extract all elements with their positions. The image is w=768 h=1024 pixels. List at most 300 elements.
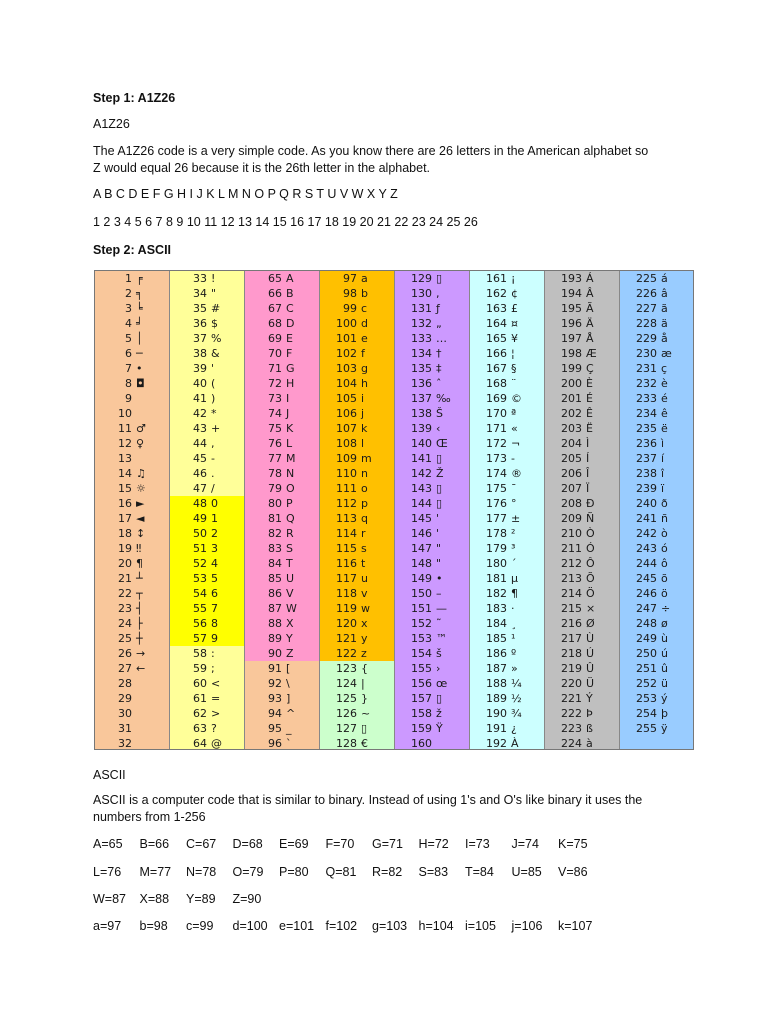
ascii-table-cell (320, 511, 394, 526)
ascii-code-number: 107 (336, 422, 357, 435)
ascii-character: ┤ (136, 602, 143, 615)
ascii-table-cell (95, 706, 169, 721)
ascii-character: Í (586, 452, 590, 465)
ascii-character: Ü (586, 677, 595, 690)
ascii-character: c (361, 302, 368, 315)
ascii-character: Œ (436, 437, 448, 450)
ascii-code-number: 151 (411, 602, 432, 615)
ascii-code-number: 75 (268, 422, 282, 435)
ascii-code-number: 37 (193, 332, 207, 345)
letter-code-pair: Y=89 (186, 892, 216, 906)
ascii-code-number: 12 (118, 437, 132, 450)
ascii-character: ¥ (511, 332, 518, 345)
ascii-code-number: 197 (561, 332, 582, 345)
ascii-character: " (436, 542, 442, 555)
ascii-table-cell (95, 481, 169, 496)
ascii-table-cell (320, 376, 394, 391)
ascii-table-cell (170, 631, 244, 646)
ascii-table-cell (620, 631, 694, 646)
ascii-character: F (286, 347, 293, 360)
ascii-code-number: 65 (268, 272, 282, 285)
ascii-table-column (245, 271, 320, 749)
ascii-code-number: 90 (268, 647, 282, 660)
ascii-character: ¢ (511, 287, 518, 300)
ascii-table-cell (95, 286, 169, 301)
ascii-character: † (436, 347, 442, 360)
ascii-character: ¯ (511, 482, 517, 495)
ascii-code-number: 49 (193, 512, 207, 525)
ascii-character: ┬ (136, 587, 143, 600)
ascii-character: Ä (586, 317, 594, 330)
ascii-table-cell (620, 466, 694, 481)
ascii-character: & (211, 347, 220, 360)
ascii-character: Ë (586, 422, 593, 435)
ascii-character: ú (661, 647, 668, 660)
ascii-table-cell (395, 511, 469, 526)
ascii-table-cell (395, 436, 469, 451)
letter-code-pair: T=84 (465, 865, 494, 879)
ascii-code-number: 216 (561, 617, 582, 630)
ascii-code-number: 177 (486, 512, 507, 525)
ascii-character: Ý (586, 692, 593, 705)
ascii-table-cell (470, 736, 544, 750)
ascii-code-number: 114 (336, 527, 357, 540)
a1z26-description-line1: The A1Z26 code is a very simple code. As you know there are 26 letters in the American alphabet so (93, 144, 649, 158)
ascii-code-number: 199 (561, 362, 582, 375)
ascii-character: S (286, 542, 293, 555)
ascii-table-cell (245, 316, 319, 331)
ascii-table-cell (245, 286, 319, 301)
ascii-code-number: 40 (193, 377, 207, 390)
ascii-code-number: 124 (336, 677, 357, 690)
ascii-table-cell (620, 646, 694, 661)
ascii-table-cell (470, 706, 544, 721)
ascii-code-number: 213 (561, 572, 582, 585)
ascii-code-number: 188 (486, 677, 507, 690)
ascii-table-cell (620, 691, 694, 706)
ascii-table-cell (395, 376, 469, 391)
ascii-character: z (361, 647, 367, 660)
ascii-character: Ê (586, 407, 593, 420)
ascii-table-cell (620, 451, 694, 466)
ascii-code-number: 15 (118, 482, 132, 495)
letter-code-pair: Q=81 (325, 865, 357, 879)
ascii-code-number: 67 (268, 302, 282, 315)
ascii-table-cell (620, 676, 694, 691)
ascii-table-cell (245, 616, 319, 631)
ascii-table-cell (245, 391, 319, 406)
letter-code-pair: S=83 (418, 865, 449, 879)
ascii-table-cell (170, 661, 244, 676)
ascii-codes-row-4 (93, 918, 605, 934)
ascii-table-cell (320, 361, 394, 376)
ascii-table-cell (170, 301, 244, 316)
ascii-table-cell (620, 721, 694, 736)
ascii-character: ) (211, 392, 216, 405)
ascii-table-cell (170, 421, 244, 436)
ascii-code-number: 128 (336, 737, 357, 750)
ascii-table-cell (545, 736, 619, 750)
ascii-character: n (361, 467, 368, 480)
ascii-table-cell (545, 286, 619, 301)
ascii-table-cell (470, 466, 544, 481)
ascii-code-number: 89 (268, 632, 282, 645)
ascii-character: D (286, 317, 295, 330)
ascii-character: ù (661, 632, 668, 645)
ascii-character: y (361, 632, 368, 645)
ascii-character: Ù (586, 632, 595, 645)
ascii-code-number: 227 (636, 302, 657, 315)
ascii-character: w (361, 602, 370, 615)
ascii-code-number: 238 (636, 467, 657, 480)
ascii-table-cell (95, 451, 169, 466)
ascii-character: Û (586, 662, 595, 675)
ascii-table-cell (395, 736, 469, 750)
ascii-code-number: 66 (268, 287, 282, 300)
ascii-table-cell (470, 481, 544, 496)
ascii-character: 4 (211, 557, 218, 570)
ascii-table-cell (170, 406, 244, 421)
ascii-table-cell (620, 421, 694, 436)
ascii-table-cell (620, 571, 694, 586)
ascii-code-number: 13 (118, 452, 132, 465)
ascii-code-number: 1 (125, 272, 132, 285)
ascii-character: [ (286, 662, 291, 675)
ascii-code-number: 123 (336, 662, 357, 675)
ascii-code-number: 24 (118, 617, 132, 630)
ascii-code-number: 20 (118, 557, 132, 570)
ascii-character: ƒ (436, 302, 440, 315)
ascii-character: Ð (586, 497, 595, 510)
ascii-character: © (511, 392, 522, 405)
ascii-character: Š (436, 407, 443, 420)
ascii-character: â (661, 287, 668, 300)
ascii-character: _ (286, 722, 292, 735)
ascii-code-number: 86 (268, 587, 282, 600)
ascii-table-cell (620, 586, 694, 601)
ascii-character: – (436, 587, 442, 600)
ascii-character: ! (211, 272, 216, 285)
ascii-table-cell (470, 541, 544, 556)
ascii-character: J (286, 407, 290, 420)
ascii-table-cell (395, 406, 469, 421)
ascii-table-cell (245, 601, 319, 616)
ascii-table-cell (545, 526, 619, 541)
alphabet-numbers-line: 1 2 3 4 5 6 7 8 9 10 11 12 13 14 15 16 17 18 19 20 21 22 23 24 25 26 (93, 215, 478, 229)
ascii-character: . (211, 467, 215, 480)
ascii-character: ‡ (436, 362, 442, 375)
ascii-table-cell (620, 301, 694, 316)
ascii-code-number: 161 (486, 272, 507, 285)
ascii-table-cell (170, 721, 244, 736)
ascii-table-cell (395, 631, 469, 646)
ascii-code-number: 204 (561, 437, 582, 450)
ascii-character: t (361, 557, 366, 570)
ascii-code-number: 246 (636, 587, 657, 600)
ascii-table-cell (470, 601, 544, 616)
ascii-character: g (361, 362, 368, 375)
ascii-table-cell (545, 496, 619, 511)
ascii-character: Õ (586, 572, 595, 585)
ascii-character: ‼ (136, 542, 142, 555)
ascii-code-number: 244 (636, 557, 657, 570)
ascii-code-number: 36 (193, 317, 207, 330)
ascii-table-cell (545, 376, 619, 391)
ascii-table-cell (620, 616, 694, 631)
ascii-code-number: 196 (561, 317, 582, 330)
ascii-character: ? (211, 722, 217, 735)
ascii-table-cell (620, 331, 694, 346)
ascii-character: Ô (586, 557, 595, 570)
ascii-table-cell (470, 346, 544, 361)
ascii-character: ó (661, 542, 668, 555)
ascii-character: I (286, 392, 290, 405)
ascii-table-cell (170, 676, 244, 691)
ascii-table-cell (395, 496, 469, 511)
ascii-table-cell (170, 706, 244, 721)
ascii-code-number: 210 (561, 527, 582, 540)
ascii-table-cell (95, 721, 169, 736)
ascii-code-number: 79 (268, 482, 282, 495)
ascii-character: ← (136, 662, 146, 675)
ascii-character: ~ (361, 707, 371, 720)
ascii-table-cell (470, 526, 544, 541)
letter-code-pair: e=101 (279, 919, 315, 933)
ascii-code-number: 205 (561, 452, 582, 465)
ascii-table-cell (170, 376, 244, 391)
ascii-code-number: 166 (486, 347, 507, 360)
ascii-code-number: 126 (336, 707, 357, 720)
ascii-character: ▯ (436, 272, 443, 285)
ascii-table-cell (545, 601, 619, 616)
ascii-character: ▯ (436, 497, 443, 510)
ascii-table-cell (395, 466, 469, 481)
ascii-character: å (661, 332, 668, 345)
ascii-character: u (361, 572, 368, 585)
ascii-character: ½ (511, 692, 522, 705)
ascii-code-number: 178 (486, 527, 507, 540)
ascii-character: A (286, 272, 294, 285)
ascii-character: | (361, 677, 365, 690)
ascii-table-cell (545, 316, 619, 331)
ascii-code-number: 214 (561, 587, 582, 600)
ascii-character: ¶ (136, 557, 143, 570)
ascii-code-number: 136 (411, 377, 432, 390)
ascii-character: ♫ (136, 467, 146, 480)
ascii-table-cell (395, 346, 469, 361)
ascii-table-cell (545, 466, 619, 481)
ascii-code-number: 131 (411, 302, 432, 315)
ascii-code-number: 236 (636, 437, 657, 450)
ascii-character: ì (661, 437, 665, 450)
ascii-table-cell (245, 571, 319, 586)
ascii-table-cell (95, 466, 169, 481)
ascii-character: Å (586, 332, 594, 345)
ascii-table-cell (170, 286, 244, 301)
ascii-code-number: 162 (486, 287, 507, 300)
ascii-code-number: 157 (411, 692, 432, 705)
ascii-table-cell (395, 331, 469, 346)
ascii-table-column (395, 271, 470, 749)
ascii-code-number: 176 (486, 497, 507, 510)
ascii-character: š (436, 647, 442, 660)
ascii-code-number: 138 (411, 407, 432, 420)
ascii-table-cell (320, 541, 394, 556)
ascii-table-cell (170, 586, 244, 601)
ascii-table-cell (545, 391, 619, 406)
ascii-code-number: 172 (486, 437, 507, 450)
ascii-character: ž (436, 707, 442, 720)
ascii-table-cell (470, 496, 544, 511)
ascii-codes-row-3 (93, 891, 605, 907)
ascii-character: G (286, 362, 295, 375)
ascii-character: q (361, 512, 368, 525)
ascii-character: § (511, 362, 517, 375)
ascii-table-cell (245, 541, 319, 556)
ascii-code-number: 235 (636, 422, 657, 435)
ascii-code-number: 141 (411, 452, 432, 465)
ascii-table-cell (470, 721, 544, 736)
ascii-table-cell (170, 451, 244, 466)
ascii-character: │ (136, 332, 143, 345)
ascii-table-cell (470, 331, 544, 346)
ascii-character: ß (586, 722, 593, 735)
ascii-code-number: 212 (561, 557, 582, 570)
ascii-table-cell (95, 391, 169, 406)
ascii-character: C (286, 302, 294, 315)
ascii-code-number: 120 (336, 617, 357, 630)
ascii-table-cell (170, 571, 244, 586)
ascii-code-number: 134 (411, 347, 432, 360)
ascii-code-number: 81 (268, 512, 282, 525)
ascii-character: ├ (136, 617, 143, 630)
ascii-code-number: 254 (636, 707, 657, 720)
ascii-table-cell (245, 586, 319, 601)
ascii-character: ë (661, 422, 668, 435)
ascii-character: H (286, 377, 295, 390)
ascii-character: ► (136, 497, 145, 510)
ascii-character: ▯ (436, 692, 443, 705)
ascii-table-cell (170, 496, 244, 511)
ascii-table-cell (95, 616, 169, 631)
ascii-character: È (586, 377, 593, 390)
ascii-code-number: 56 (193, 617, 207, 630)
ascii-code-number: 30 (118, 707, 132, 720)
ascii-character: Q (286, 512, 295, 525)
ascii-table-cell (545, 271, 619, 286)
ascii-table-cell (320, 286, 394, 301)
ascii-character: < (211, 677, 221, 690)
ascii-code-number: 97 (343, 272, 357, 285)
ascii-code-number: 70 (268, 347, 282, 360)
ascii-table-cell (470, 271, 544, 286)
ascii-table-cell (320, 526, 394, 541)
ascii-character: : (211, 647, 215, 660)
ascii-code-number: 230 (636, 347, 657, 360)
ascii-code-number: 132 (411, 317, 432, 330)
ascii-table-cell (545, 421, 619, 436)
letter-code-pair: K=75 (558, 837, 588, 851)
ascii-table-cell (395, 601, 469, 616)
ascii-table-cell (470, 676, 544, 691)
ascii-code-number: 211 (561, 542, 582, 555)
ascii-table-cell (320, 271, 394, 286)
ascii-table-cell (245, 526, 319, 541)
ascii-code-number: 179 (486, 542, 507, 555)
ascii-code-number: 152 (411, 617, 432, 630)
letter-code-pair: c=99 (186, 919, 214, 933)
ascii-character: µ (511, 572, 518, 585)
ascii-table-cell (470, 451, 544, 466)
ascii-character: ¹ (511, 632, 516, 645)
ascii-table-cell (245, 646, 319, 661)
ascii-code-number: 160 (411, 737, 432, 750)
ascii-character: ¤ (511, 317, 518, 330)
ascii-character: p (361, 497, 368, 510)
ascii-character: L (286, 437, 293, 450)
ascii-code-number: 72 (268, 377, 282, 390)
ascii-table-column (95, 271, 170, 749)
ascii-code-number: 192 (486, 737, 507, 750)
ascii-table-cell (320, 421, 394, 436)
ascii-character: $ (211, 317, 218, 330)
ascii-code-number: 45 (193, 452, 207, 465)
ascii-table-cell (95, 511, 169, 526)
ascii-code-number: 225 (636, 272, 657, 285)
ascii-code-number: 23 (118, 602, 132, 615)
ascii-code-number: 240 (636, 497, 657, 510)
ascii-code-number: 181 (486, 572, 507, 585)
ascii-table-cell (320, 466, 394, 481)
ascii-character: * (211, 407, 217, 420)
ascii-code-number: 17 (118, 512, 132, 525)
ascii-character: j (361, 407, 365, 420)
ascii-code-number: 231 (636, 362, 657, 375)
ascii-character: { (361, 662, 368, 675)
ascii-table-cell (395, 691, 469, 706)
ascii-character: ÷ (661, 602, 671, 615)
ascii-character: æ (661, 347, 672, 360)
ascii-character: o (361, 482, 368, 495)
ascii-code-number: 51 (193, 542, 207, 555)
ascii-code-number: 191 (486, 722, 507, 735)
ascii-code-number: 209 (561, 512, 582, 525)
ascii-table-cell (95, 601, 169, 616)
ascii-code-number: 16 (118, 497, 132, 510)
ascii-character: , (211, 437, 215, 450)
ascii-character: 8 (211, 617, 218, 630)
ascii-table-cell (95, 556, 169, 571)
ascii-table-cell (95, 361, 169, 376)
ascii-table-cell (95, 316, 169, 331)
ascii-character: W (286, 602, 297, 615)
ascii-code-number: 229 (636, 332, 657, 345)
ascii-table-cell (545, 616, 619, 631)
ascii-character: ┼ (136, 632, 143, 645)
ascii-character: ◘ (136, 377, 145, 390)
ascii-table-cell (620, 361, 694, 376)
ascii-code-number: 32 (118, 737, 132, 750)
ascii-code-number: 7 (125, 362, 132, 375)
ascii-table-cell (320, 556, 394, 571)
ascii-character: à (586, 737, 593, 750)
ascii-code-number: 153 (411, 632, 432, 645)
ascii-code-number: 42 (193, 407, 207, 420)
ascii-character: ø (661, 617, 668, 630)
ascii-code-number: 200 (561, 377, 582, 390)
ascii-table-cell (470, 361, 544, 376)
ascii-table-cell (95, 571, 169, 586)
